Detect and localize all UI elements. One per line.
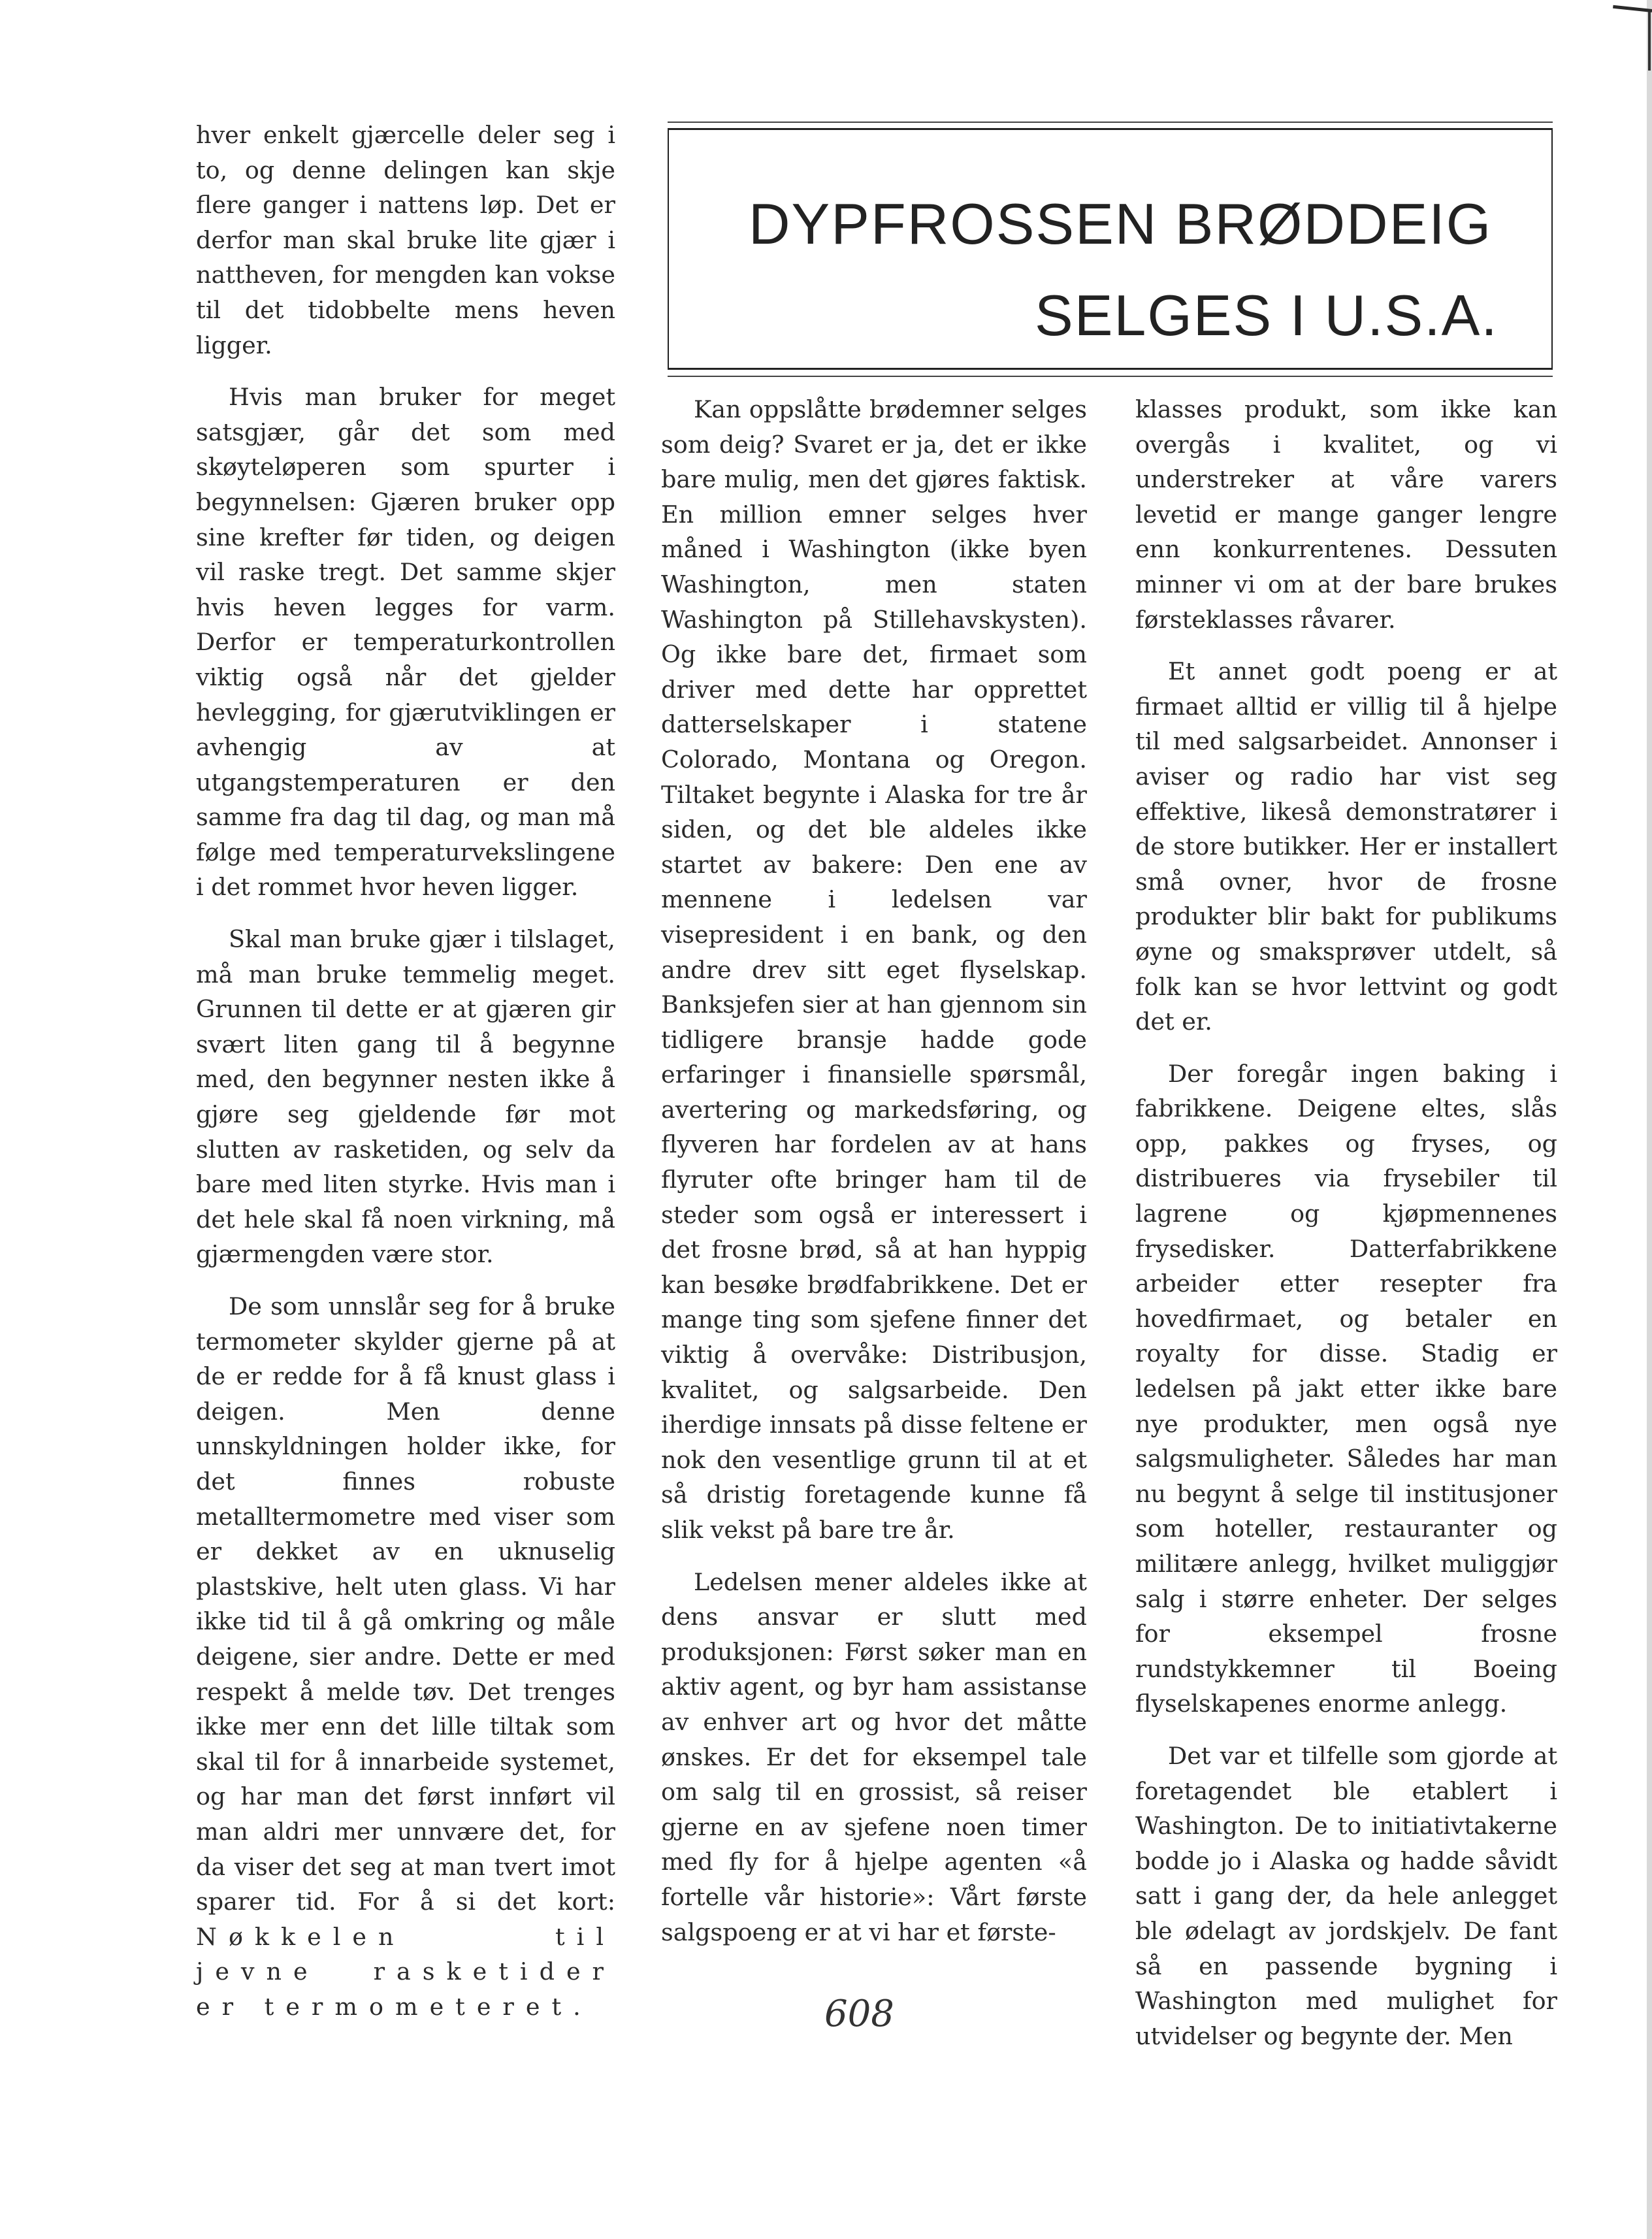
page-number: 608 (824, 1993, 894, 2035)
left-paragraph-4-text: De som unnslår seg for å bruke termometer skylder gjerne på at de er redde for å få knust glass i deigen. Men denne unnskyldningen holder ikke, for det finnes robuste metalltermometre med viser som er dekket av en uknuselig plastskive, helt uten glass. Vi har ikke tid til å gå omkring og måle deigene, sier andre. Dette er med respekt å melde tøv. Det trenges ikke mer enn det lille tiltak som skal til for å innarbeide systemet, og har man det først innført vil man aldri mer unnvære det, for da viser det seg at man tvert imot sparer tid. For å si det kort: (196, 1292, 615, 1916)
left-paragraph-4 (196, 1289, 615, 2024)
title-rule-bottom (668, 376, 1553, 377)
right-paragraph-4: Det var et tilfelle som gjorde at foretagendet ble etablert i Washington. De to initiativtakerne bodde jo i Alaska og hadde såvidt satt i gang der, da hele anlegget ble ødelagt av jordskjelv. De fant så en passende bygning i Washington med mulighet for utvidelser og begynte der. Men (1135, 1741, 1557, 2050)
title-box (668, 128, 1553, 370)
right-paragraph-1: klasses produkt, som ikke kan overgås i kvalitet, og vi understreker at våre varers levetid er mange ganger lengre enn konkurrentenes. Dessuten minner vi om at der bare brukes førsteklasses råvarer. (1135, 395, 1557, 634)
article-title-line-1: DYPFROSSEN BRØDDEIG (749, 191, 1493, 256)
title-rule-top (668, 122, 1553, 123)
page-edge (1613, 0, 1652, 2239)
middle-paragraph-2: Ledelsen mener aldeles ikke at dens ansvar er slutt med produksjonen: Først søker man en aktiv agent, og byr ham assistanse av enhver art og hvor det måtte ønskes. Er det for eksempel tale om salg til en grossist, så reiser gjerne en av sjefene noen timer med fly for å hjelpe agenten «å fortelle vår historie»: Vårt første salgspoeng er at vi har et første- (661, 1567, 1087, 1946)
left-paragraph-2: Hvis man bruker for meget satsgjær, går det som med skøyteløperen som spurter i begynnelsen: Gjæren bruker opp sine krefter før tiden, og deigen vil raske tregt. Det samme skjer hvis heven legges for varm. Derfor er temperaturkontrollen viktig også når det gjelder hevlegging, for gjærutviklingen er avhengig av at utgangstemperaturen er den samme fra dag til dag, og man må følge med temperaturvekslingene i det rommet hvor heven ligger. (196, 383, 615, 902)
left-paragraph-3: Skal man bruke gjær i tilslaget, må man bruke temmelig meget. Grunnen til dette er at gjæren gir svært liten gang til å begynne med, den begynner nesten ikke å gjøre seg gjeldende før mot slutten av rasketiden, og selv da bare med liten styrke. Hvis man i det hele skal få noen virkning, må gjærmengden være stor. (196, 925, 615, 1269)
left-column (196, 118, 615, 2024)
right-paragraph-2: Et annet godt poeng er at firmaet alltid er villig til å hjelpe til med salgsarbeidet. Annonser i aviser og radio har vist seg effektive, likeså demonstratører i de store butikker. Her er installert små ovner, hvor de frosne produkter blir bakt for publikums øyne og smaksprøver utdelt, så folk kan se hvor lettvint og godt det er. (1135, 657, 1557, 1036)
corner-mark (1613, 5, 1652, 12)
corner-tick (1648, 12, 1651, 71)
right-column (1135, 392, 1557, 2053)
page-edge-shadow (1647, 0, 1652, 2239)
middle-paragraph-1: Kan oppslåtte brødemner selges som deig? Svaret er ja, det er ikke bare mulig, men det gjøres faktisk. En million emner selges hver måned i Washington (ikke byen Washington, men staten Washington på Stillehavskysten). Og ikke bare det, firmaet som driver med dette har opprettet datterselskaper i statene Colorado, Montana og Oregon. Tiltaket begynte i Alaska for tre år siden, og det ble aldeles ikke startet av bakere: Den ene av mennene i ledelsen var visepresident i en bank, og den andre drev sitt eget flyselskap. Banksjefen sier at han gjennom sin tidligere bransje hadde gode erfaringer i finansielle spørsmål, avertering og markedsføring, og flyveren har fordelen av at hans flyruter ofte bringer ham til de steder som også er interessert i det frosne brød, så at han hyppig kan besøke brødfabrikkene. Det er mange ting som sjefene finner det viktig å overvåke: Distribusjon, kvalitet, og salgsarbeide. Den iherdige innsats på disse feltene er nok den vesentlige grunn til at et så dristig foretagende kunne få slik vekst på bare tre år. (661, 395, 1087, 1544)
right-paragraph-3: Der foregår ingen baking i fabrikkene. Deigene eltes, slås opp, pakkes og fryses, og distribueres via frysebiler til lagrene og kjøpmennenes frysedisker. Datterfabrikkene arbeider etter resepter fra hovedfirmaet, og betaler en royalty for disse. Stadig er ledelsen på jakt etter ikke bare nye produkter, men også nye salgsmuligheter. Således har man nu begynt å selge til institusjoner som hoteller, restauranter og militære anlegg, hvilket muliggjør salg i større enheter. Der selges for eksempel frosne rundstykkemner til Boeing flyselskapenes enorme anlegg. (1135, 1059, 1557, 1718)
left-paragraph-1: hver enkelt gjærcelle deler seg i to, og denne delingen kan skje flere ganger i nattens løp. Det er derfor man skal bruke lite gjær i nattheven, for mengden kan vokse til det tidobbelte mens heven ligger. (196, 121, 615, 359)
article-title-line-2: SELGES I U.S.A. (1035, 283, 1498, 348)
article-title (669, 178, 1551, 361)
middle-column (661, 392, 1087, 1950)
left-closing-emphasis: Nøkkelen til jevne rasketider er termometeret. (196, 1922, 615, 2021)
